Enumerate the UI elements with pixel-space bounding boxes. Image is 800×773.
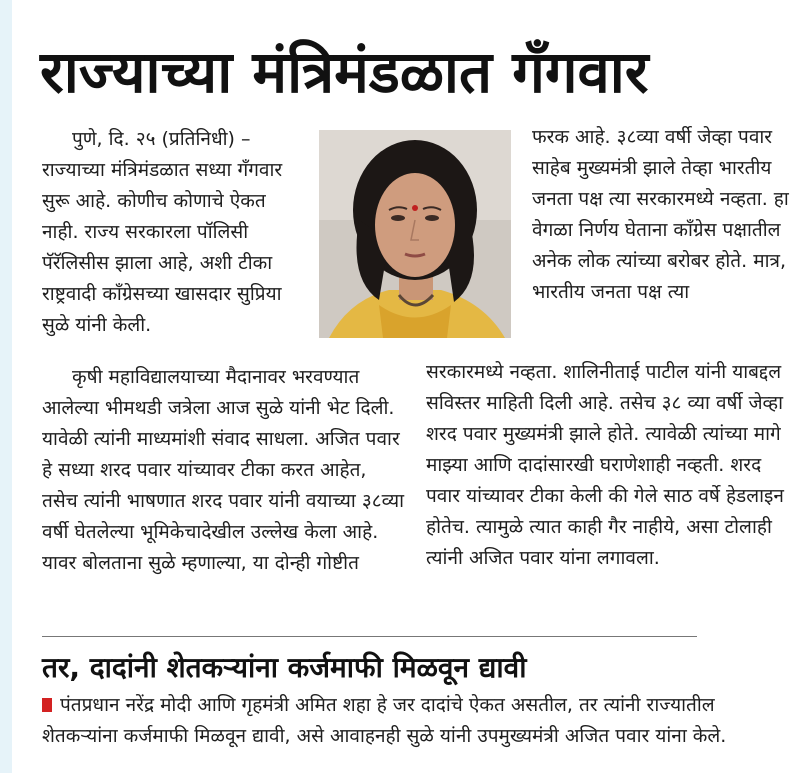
article-paragraph-continued: फरक आहे. ३८व्या वर्षी जेव्हा पवार साहेब मुख्यमंत्री झाले तेव्हा भारतीय जनता पक्ष त्या सरकारमध्ये नव्हता. हा वेगळा निर्णय घेताना काँग्रेस पक्षातील अनेक लोक त्यांच्या बरोबर होते. मात्र, भारतीय जनता पक्ष त्या xyxy=(532,126,789,303)
portrait-illustration xyxy=(319,130,511,338)
section-divider xyxy=(42,636,697,637)
bullet-square-icon xyxy=(42,698,52,712)
portrait-photo xyxy=(319,130,511,338)
article-column-4 xyxy=(426,357,796,574)
article-column-1 xyxy=(42,124,307,341)
main-headline: राज्याच्या मंत्रिमंडळात गँगवार xyxy=(40,38,649,106)
article-paragraph-conclusion: सरकारमध्ये नव्हता. शालिनीताई पाटील यांनी याबद्दल सविस्तर माहिती दिली आहे. तसेच ३८ व्या वर्षी जेव्हा शरद पवार मुख्यमंत्री झाले होते. त्यावेळी त्यांच्या मागे माझ्या आणि दादांसारखी घराणेशाही नव्हती. शरद पवार यांच्यावर टीका केली की गेले साठ वर्षे हेडलाइन होतेच. त्यामुळे त्यात काही गैर नाहीये, असा टोलाही त्यांनी अजित पवार यांना लगावला. xyxy=(426,361,784,569)
article-column-2 xyxy=(42,362,406,579)
sub-article-lead xyxy=(42,690,792,752)
left-page-stripe xyxy=(0,0,12,773)
sub-headline: तर, दादांनी शेतकऱ्यांना कर्जमाफी मिळवून द्यावी xyxy=(42,651,527,684)
article-paragraph-visit: कृषी महाविद्यालयाच्या मैदानावर भरवण्यात आलेल्या भीमथडी जत्रेला आज सुळे यांनी भेट दिली. यावेळी त्यांनी माध्यमांशी संवाद साधला. अजित पवार हे सध्या शरद पवार यांच्यावर टीका करत आहेत, तसेच त्यांनी भाषणात शरद पवार यांनी वयाच्या ३८व्या वर्षी घेतलेल्या भूमिकेचादेखील उल्लेख केला आहे. यावर बोलताना सुळे म्हणाल्या, या दोन्ही गोष्टीत xyxy=(42,366,405,574)
sub-article-lead-text: पंतप्रधान नरेंद्र मोदी आणि गृहमंत्री अमित शहा हे जर दादांचे ऐकत असतील, तर त्यांनी राज्यातील शेतकऱ्यांना कर्जमाफी मिळवून द्यावी, असे आवाहनही सुळे यांनी उपमुख्यमंत्री अजित पवार यांना केले. xyxy=(42,694,727,747)
article-paragraph-intro: पुणे, दि. २५ (प्रतिनिधी) – राज्याच्या मंत्रिमंडळात सध्या गँगवार सुरू आहे. कोणीच कोणाचे ऐकत नाही. राज्य सरकारला पॉलिसी पॅरॅलिसीस झाला आहे, अशी टीका राष्ट्रवादी काँग्रेसच्या खासदार सुप्रिया सुळे यांनी केली. xyxy=(42,128,283,336)
article-column-3 xyxy=(532,122,792,308)
